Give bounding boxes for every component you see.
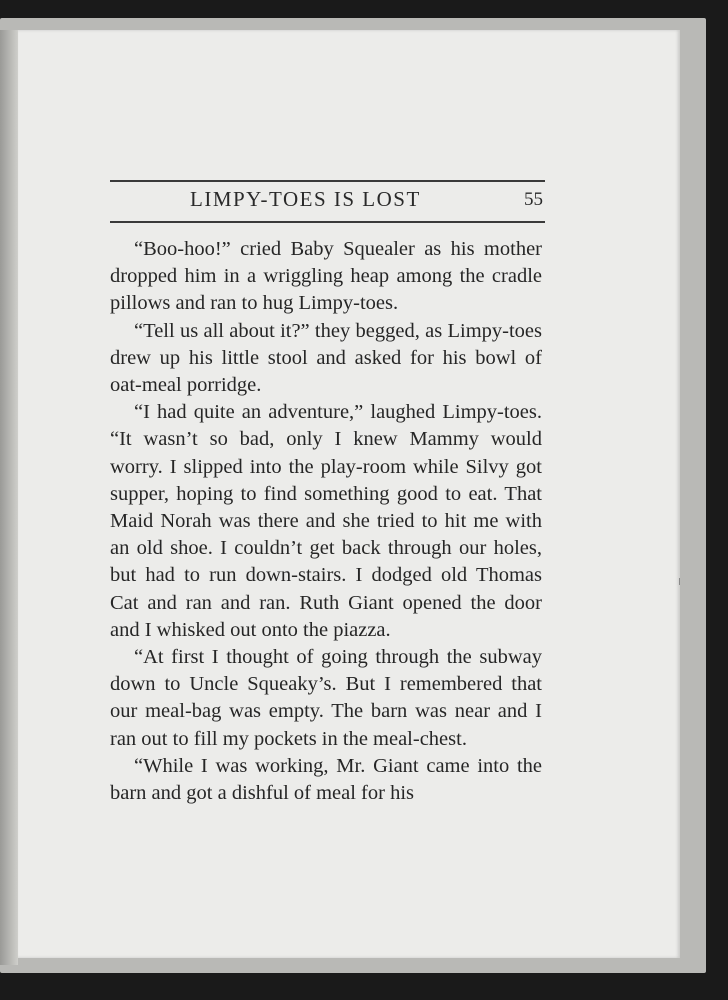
paragraph: “Boo-hoo!” cried Baby Squealer as his mother dropped him in a wriggling heap among the cradle pillows and ran to hug Limpy-toes. bbox=[110, 238, 542, 315]
body-text bbox=[110, 236, 542, 807]
running-head-title: LIMPY-TOES IS LOST bbox=[190, 187, 421, 211]
book-spine-edge bbox=[0, 30, 18, 965]
paragraph: “While I was working, Mr. Giant came into the barn and got a dishful of meal for his bbox=[110, 754, 542, 805]
page-number: 55 bbox=[524, 189, 543, 210]
page-speck bbox=[679, 578, 680, 585]
paragraph: “I had quite an adventure,” laughed Limpy-toes. “It wasn’t so bad, only I knew Mammy would worry. I slipped into the play-room while Silvy got supper, hoping to find something good to eat. That Maid Norah was there and she tried to hit me with an old shoe. I couldn’t get back through our holes, but had to run down-stairs. I dodged old Thomas Cat and ran and ran. Ruth Giant opened the door and I whisked out onto the piazza. bbox=[110, 401, 542, 641]
book-page bbox=[18, 30, 680, 958]
header-rule-bottom bbox=[110, 221, 545, 223]
header-rule-top bbox=[110, 180, 545, 182]
paragraph: “Tell us all about it?” they begged, as Limpy-toes drew up his little stool and asked for his bowl of oat-meal porridge. bbox=[110, 319, 542, 397]
paragraph: “At first I thought of going through the subway down to Uncle Squeaky’s. But I remembered that our meal-bag was empty. The barn was near and I ran out to fill my pockets in the meal-chest. bbox=[110, 646, 542, 750]
running-head bbox=[110, 185, 545, 217]
